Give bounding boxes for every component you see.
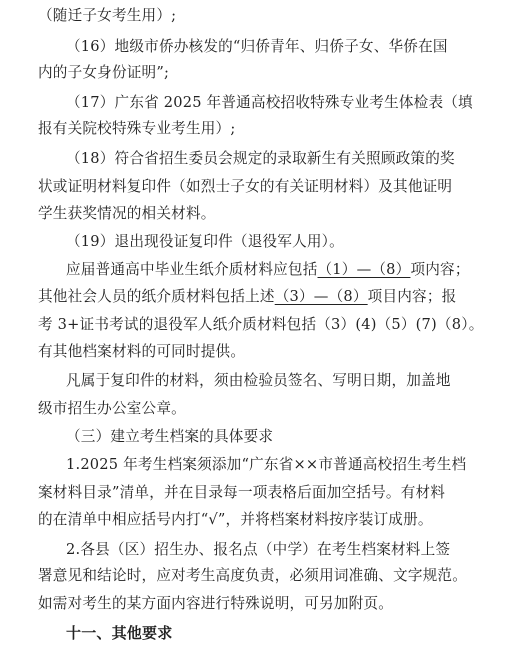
line11-text-a: 其他社会人员的纸介质材料包括上述	[38, 288, 275, 305]
line10-text-a: 应届普通高中毕业生纸介质材料应包括	[66, 261, 318, 278]
text-line-21: 署意见和结论时，应对考生高度负责，必须用词准确、文字规范。	[38, 567, 468, 584]
line10-underlined-range: （1）—（8）	[317, 261, 411, 278]
text-line-11	[38, 287, 508, 307]
text-line-19: 的在清单中相应括号内打“√”，并将档案材料按序装订成册。	[38, 511, 433, 528]
text-line-15: 级市招生办公室公章。	[38, 400, 186, 417]
line11-underlined-range: （3）—（8）	[274, 288, 368, 305]
text-line-20: 2.各县（区）招生办、报名点（中学）在考生档案材料上签	[66, 541, 451, 558]
text-line-6: （18）符合省招生委员会规定的录取新生有关照顾政策的奖	[66, 150, 455, 167]
text-line-5: 报有关院校特殊专业考生用）;	[38, 120, 236, 137]
text-line-7: 状或证明材料复印件（如烈士子女的有关证明材料）及其他证明	[38, 178, 453, 195]
text-line-4: （17）广东省 2025 年普通高校招收特殊专业考生体检表（填	[66, 94, 473, 111]
text-line-14: 凡属于复印件的材料，须由检验员签名、写明日期，加盖地	[66, 372, 451, 389]
text-line-3: 内的子女身份证明”;	[38, 64, 170, 81]
text-line-1: （随迁子女考生用）;	[38, 7, 177, 24]
line11-text-c: 项目内容；报	[367, 288, 457, 305]
text-line-13: 有其他档案材料的可同时提供。	[38, 343, 246, 360]
text-line-12: 考 3+证书考试的退役军人纸介质材料包括（3）(4)（5）(7)（8）。	[38, 316, 484, 333]
text-line-10	[66, 260, 508, 280]
section-heading-3: （三）建立考生档案的具体要求	[66, 428, 274, 445]
text-line-17: 1.2025 年考生档案须添加“广东省××市普通高校招生考生档	[66, 456, 467, 473]
section-heading-11: 十一、其他要求	[66, 624, 173, 642]
text-line-22: 如需对考生的某方面内容进行特殊说明，可另加附页。	[38, 595, 394, 612]
text-line-18: 案材料目录”清单，并在目录每一项表格后面加空括号。有材料	[38, 484, 446, 501]
text-line-8: 学生获奖情况的相关材料。	[38, 205, 216, 222]
text-line-2: （16）地级市侨办核发的“归侨青年、归侨子女、华侨在国	[66, 38, 448, 55]
line10-text-c: 项内容；	[410, 261, 470, 278]
text-line-9: （19）退出现役证复印件（退役军人用）。	[66, 233, 344, 250]
